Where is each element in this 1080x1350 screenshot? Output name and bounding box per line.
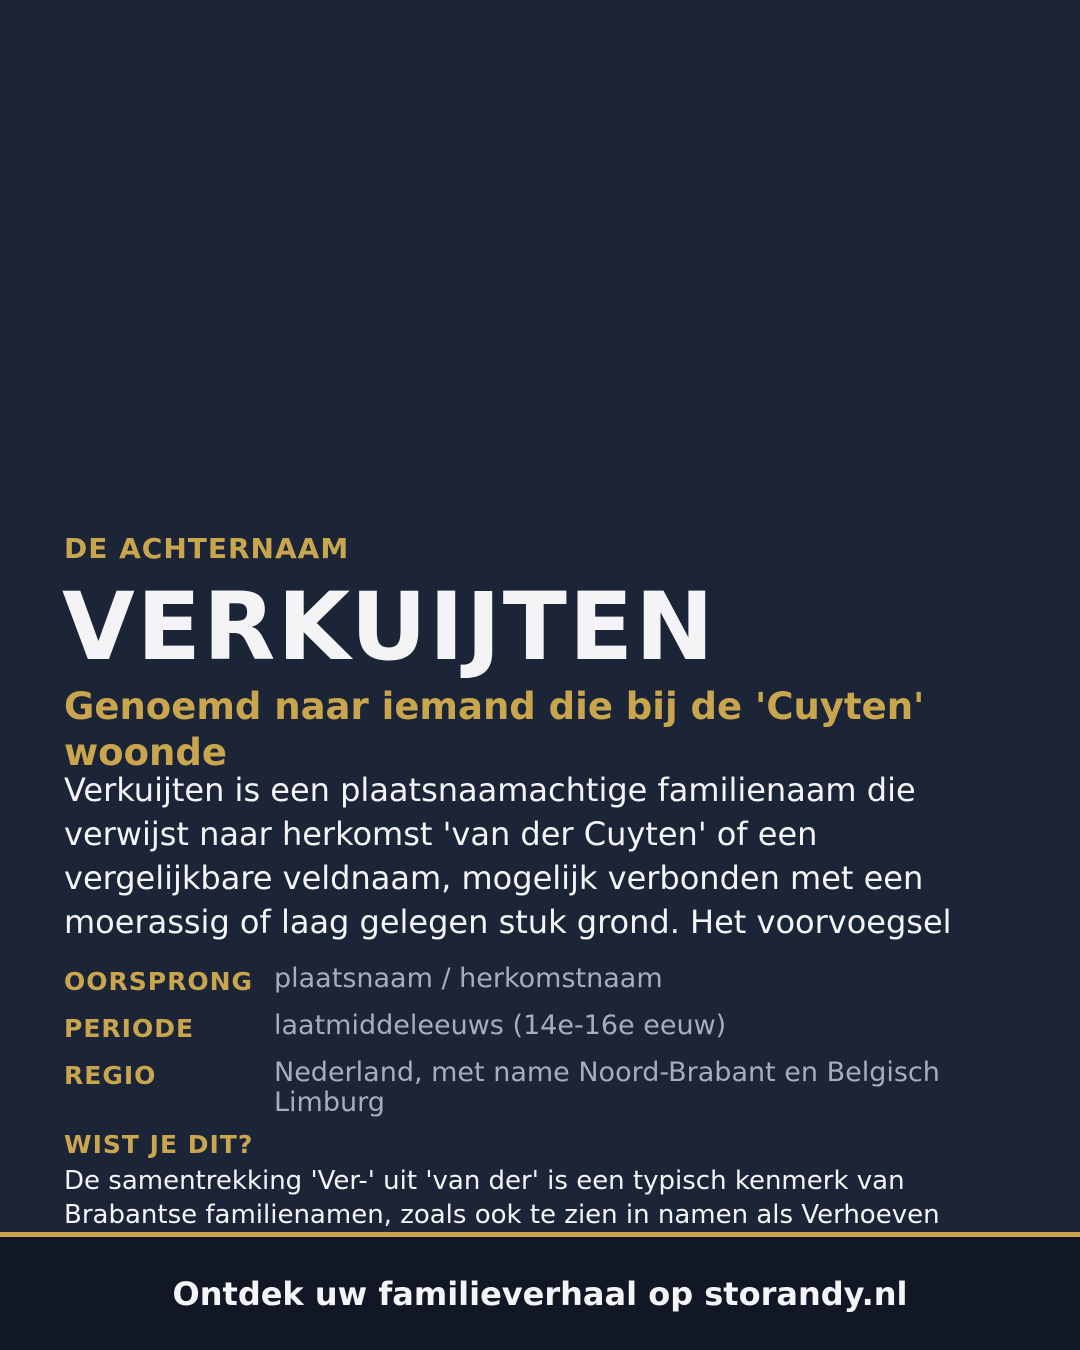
did-you-know-title: WIST JE DIT? <box>64 1130 254 1159</box>
facts-list <box>64 964 1014 1132</box>
footer-cta: Ontdek uw familieverhaal op storandy.nl <box>172 1274 908 1313</box>
fact-row-origin <box>64 964 1014 997</box>
fact-row-region <box>64 1058 1014 1118</box>
fact-label: REGIO <box>64 1061 157 1090</box>
surname-meaning: Genoemd naar iemand die bij de 'Cuyten' woonde <box>64 685 925 774</box>
fact-row-period <box>64 1011 1014 1044</box>
surname-description: Verkuijten is een plaatsnaamachtige familienaam die verwijst naar herkomst 'van der Cuyten' of een vergelijkbare veldnaam, mogelijk verbonden met een moerassig of laag gelegen stuk grond. Het voorvoegsel <box>64 771 952 941</box>
fact-label: OORSPRONG <box>64 967 254 996</box>
eyebrow-label: DE ACHTERNAAM <box>64 532 350 565</box>
footer-banner <box>0 1232 1080 1350</box>
fact-value: laatmiddeleeuws (14e-16e eeuw) <box>274 1010 727 1041</box>
fact-value: Nederland, met name Noord-Brabant en Belgisch Limburg <box>274 1057 940 1118</box>
surname-title: VERKUIJTEN <box>62 573 716 682</box>
fact-label: PERIODE <box>64 1014 195 1043</box>
fact-value: plaatsnaam / herkomstnaam <box>274 963 663 994</box>
did-you-know-text: De samentrekking 'Ver-' uit 'van der' is een typisch kenmerk van Brabantse familienamen, zoals ook te zien in namen als Verhoeven <box>64 1166 940 1230</box>
